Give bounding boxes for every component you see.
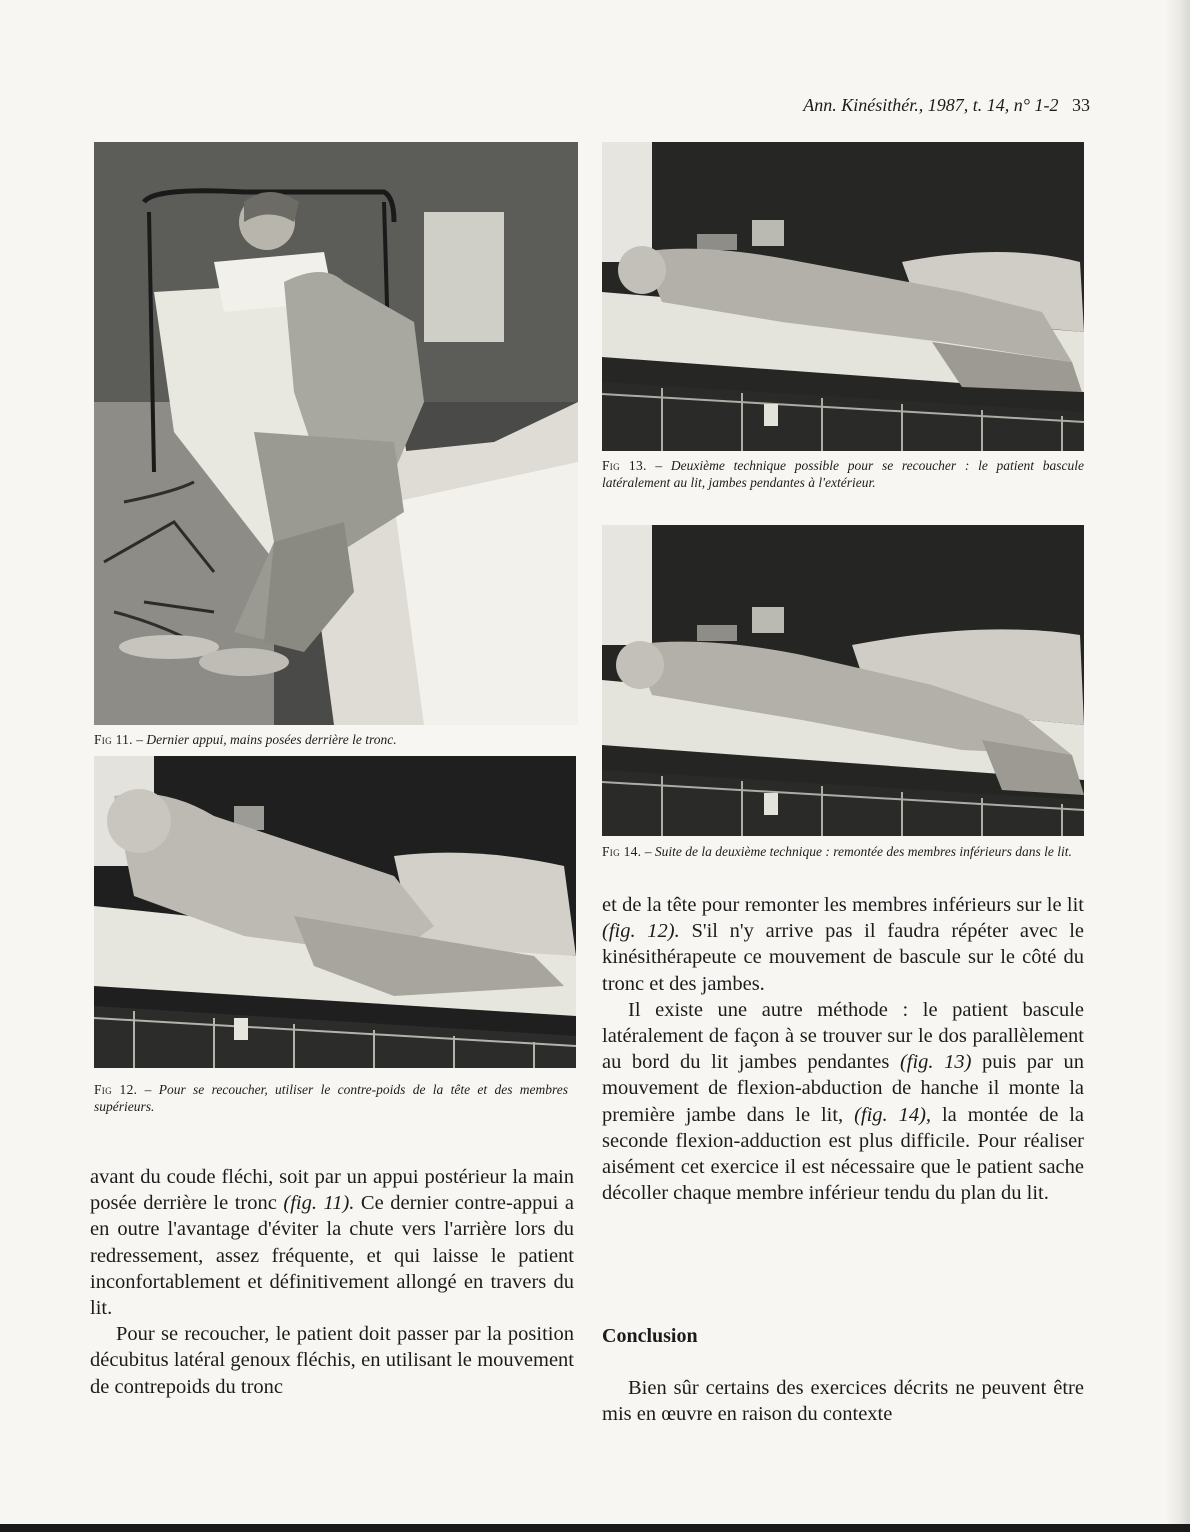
journal-citation: Ann. Kinésithér., 1987, t. 14, n° 1-2 <box>803 95 1059 115</box>
running-head <box>700 95 1090 116</box>
figure-13-caption <box>602 457 1084 491</box>
caption-text: – Suite de la deuxième technique : remontée des membres inférieurs dans le lit. <box>644 844 1072 859</box>
section-heading: Conclusion <box>602 1325 698 1347</box>
caption-text: – Deuxième technique possible pour se recoucher : le patient bascule latéralement au lit, jambes pendantes à l'extérieur. <box>602 458 1084 490</box>
paragraph <box>602 892 1084 997</box>
figure-label: Fig 12. <box>94 1082 138 1097</box>
text-run: et de la tête pour remonter les membres inférieurs sur le lit <box>602 894 1084 916</box>
paragraph <box>602 997 1084 1207</box>
figure-14-caption <box>602 843 1084 860</box>
page-edge-shadow <box>1166 0 1190 1532</box>
figure-reference: (fig. 11). <box>283 1192 355 1215</box>
text-run: puis par un mouvement de flexion-abduction de hanche il monte la première jambe dans le lit, <box>602 1051 1084 1126</box>
figure-reference: (fig. 13) <box>899 1051 972 1074</box>
paragraph <box>90 1164 574 1321</box>
text-run: avant du coude fléchi, soit par un appui postérieur la main posée derrière le tronc <box>90 1166 574 1215</box>
figure-11-caption <box>94 731 578 748</box>
figure-13-photo <box>602 142 1084 451</box>
figure-12-photo <box>94 756 576 1068</box>
caption-text: – Dernier appui, mains posées derrière le tronc. <box>136 732 397 747</box>
scan-border <box>0 1524 1190 1532</box>
paragraph: Bien sûr certains des exercices décrits ne peuvent être mis en œuvre en raison du contexte <box>602 1377 1084 1426</box>
figure-reference: (fig. 12). <box>602 920 680 943</box>
text-run: Il existe une autre méthode : le patient bascule latéralement de façon à se trouver sur le dos parallèlement au bord du lit jambes pendantes <box>602 998 1084 1074</box>
conclusion-text <box>602 1375 1084 1427</box>
text-run: la montée de la seconde flexion-adduction est plus difficile. Pour réaliser aisément cet exercice il est nécessaire que le patient sache décoller chaque membre inférieur tendu du plan du lit. <box>602 1103 1085 1205</box>
left-column-text <box>90 1164 574 1400</box>
figure-label: Fig 11. <box>94 732 133 747</box>
figure-label: Fig 13. <box>602 458 647 473</box>
page-number: 33 <box>1072 95 1090 115</box>
figure-11-photo <box>94 142 578 725</box>
figure-12-caption <box>94 1081 568 1115</box>
figure-14-photo <box>602 525 1084 836</box>
paragraph: Pour se recoucher, le patient doit passer par la position décubitus latéral genoux fléchis, en utilisant le mouvement de contrepoids du tronc <box>90 1323 574 1398</box>
figure-label: Fig 14. <box>602 844 642 859</box>
figure-reference: (fig. 14), <box>854 1103 932 1126</box>
caption-text: – Pour se recoucher, utiliser le contre-poids de la tête et des membres supérieurs. <box>94 1082 569 1114</box>
text-run: Ce dernier contre-appui a en outre l'avantage d'éviter la chute vers l'arrière lors du redressement, assez fréquente, et qui laisse le patient inconfortablement et définitivement allongé en travers du lit. <box>90 1192 574 1320</box>
text-run: S'il n'y arrive pas il faudra répéter avec le kinésithérapeute ce mouvement de bascule sur le côté du tronc et des jambes. <box>602 920 1084 995</box>
right-column-text <box>602 892 1084 1206</box>
